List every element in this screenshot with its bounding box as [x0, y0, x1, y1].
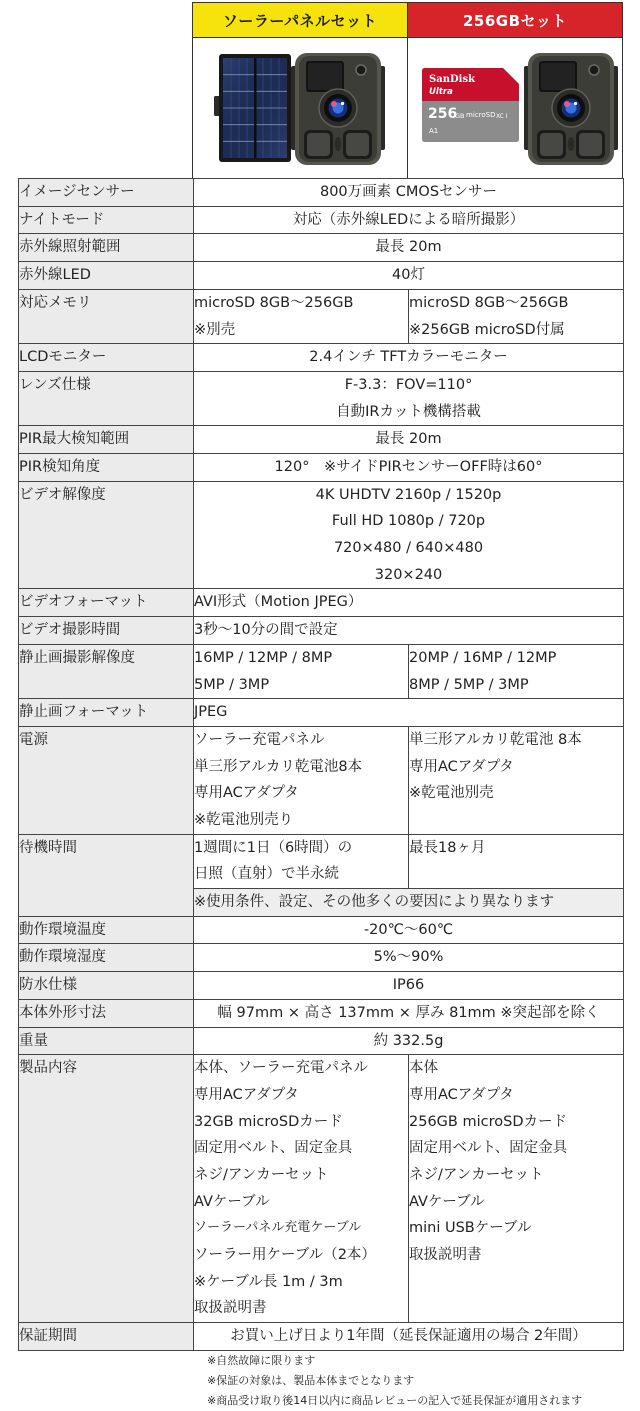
- spec-value: [194, 262, 624, 290]
- spec-value-line: Full HD 1080p / 720p: [331, 513, 486, 530]
- spec-label: 動作環境湿度: [19, 944, 194, 972]
- spec-value-line: 対応（赤外線LEDによる暗所撮影）: [292, 211, 525, 228]
- spec-label: 静止画撮影解像度: [19, 644, 194, 698]
- spec-value: [194, 481, 624, 589]
- spec-row-package-contents: [19, 1055, 624, 1323]
- spec-value-line: 最長18ヶ月: [409, 839, 486, 856]
- package-item: ネジ/アンカーセット: [409, 1166, 544, 1183]
- spec-value-line: 3秒〜10分の間で設定: [194, 622, 338, 639]
- package-item: 専用ACアダプタ: [409, 1086, 514, 1103]
- spec-label: 電源: [19, 726, 194, 834]
- spec-value: [194, 206, 624, 234]
- spec-value: [194, 179, 624, 207]
- spec-label: 静止画フォーマット: [19, 699, 194, 727]
- sd-set-image: [408, 38, 622, 178]
- sd-set-title: 256GBセット: [462, 11, 568, 30]
- spec-label: 赤外線照射範囲: [19, 234, 194, 262]
- sd-card-app-class: A1: [429, 127, 439, 135]
- spec-value: [194, 944, 624, 972]
- sd-set-image-cell: [407, 37, 623, 179]
- spec-label: 待機時間: [19, 834, 194, 916]
- spec-value-line: 4K UHDTV 2160p / 1520p: [315, 486, 502, 503]
- spec-value-line: 120° ※サイドPIRセンサーOFF時は60°: [274, 458, 543, 475]
- package-item: 固定用ベルト、固定金具: [409, 1140, 568, 1157]
- spec-row-ir-led: [19, 262, 624, 290]
- package-item: 32GB microSDカード: [194, 1113, 343, 1130]
- sd-set-value: [409, 834, 624, 888]
- spec-label: 製品内容: [19, 1055, 194, 1323]
- spec-value-line: 40灯: [392, 267, 425, 284]
- package-item: ※ケーブル長 1m / 3m: [194, 1273, 343, 1290]
- trail-camera-icon: [524, 53, 618, 165]
- spec-label: PIR検知角度: [19, 453, 194, 481]
- spec-row-operating-humidity: [19, 944, 624, 972]
- spec-row-waterproof: [19, 972, 624, 1000]
- spec-row-photo-resolution: [19, 644, 624, 698]
- spec-value: [194, 426, 624, 454]
- spec-row-image-sensor: [19, 179, 624, 207]
- spec-row-power: [19, 726, 624, 834]
- package-item: 取扱説明書: [409, 1247, 482, 1264]
- package-item: 本体、ソーラー充電パネル: [194, 1060, 368, 1077]
- solar-set-image-cell: [192, 37, 408, 179]
- spec-note: [194, 889, 624, 917]
- spec-value-line: 専用ACアダプタ: [194, 785, 299, 802]
- spec-label: 保証期間: [19, 1323, 194, 1351]
- spec-row-dimensions: [19, 999, 624, 1027]
- trail-camera-icon: [291, 53, 385, 165]
- spec-value: [194, 999, 624, 1027]
- spec-label: 本体外形寸法: [19, 999, 194, 1027]
- solar-set-title: ソーラーパネルセット: [222, 11, 378, 30]
- solar-set-value: [194, 726, 409, 834]
- spec-value-line: 最長 20m: [375, 239, 442, 256]
- spec-label: PIR最大検知範囲: [19, 426, 194, 454]
- spec-row-video-length: [19, 617, 624, 645]
- spec-value-line: お買い上げ日より1年間（延長保証適用の場合 2年間）: [230, 1328, 587, 1345]
- spec-label: ビデオ撮影時間: [19, 617, 194, 645]
- spec-label: 対応メモリ: [19, 289, 194, 343]
- spec-value-line: 自動IRカット機構搭載: [336, 403, 481, 420]
- spec-value-line: ※256GB microSD付属: [409, 321, 565, 338]
- sd-set-value: [409, 726, 624, 834]
- package-item: 専用ACアダプタ: [194, 1086, 299, 1103]
- sd-card-format: microSD: [466, 111, 496, 119]
- spec-row-weight: [19, 1027, 624, 1055]
- solar-set-value: [194, 289, 409, 343]
- sd-card-capacity-unit: GB: [455, 112, 465, 120]
- spec-table: [18, 178, 624, 1351]
- sd-set-value: [409, 644, 624, 698]
- spec-value: [194, 1323, 624, 1351]
- sd-card-brand: SanDisk: [429, 74, 476, 85]
- package-item: 取扱説明書: [194, 1300, 267, 1317]
- spec-value-line: 8MP / 5MP / 3MP: [409, 676, 529, 693]
- spec-row-night-mode: [19, 206, 624, 234]
- package-item: ソーラーパネル充電ケーブル: [194, 1220, 362, 1236]
- spec-row-lcd: [19, 344, 624, 372]
- spec-value-line: microSD 8GB〜256GB: [409, 294, 569, 311]
- spec-value-line: -20℃〜60℃: [363, 921, 454, 938]
- spec-value-line: 幅 97mm × 高さ 137mm × 厚み 81mm ※突起部を除く: [217, 1004, 600, 1021]
- spec-label: 赤外線LED: [19, 262, 194, 290]
- spec-value: [194, 344, 624, 372]
- spec-value-line: 320×240: [374, 566, 443, 583]
- package-item: 256GB microSDカード: [409, 1113, 567, 1130]
- spec-label: イメージセンサー: [19, 179, 194, 207]
- spec-label: 防水仕様: [19, 972, 194, 1000]
- footnote: ※保証の対象は、製品本体までとなります: [207, 1374, 415, 1387]
- spec-value-line: 5MP / 3MP: [194, 676, 270, 693]
- spec-value: [194, 589, 624, 617]
- sd-card-capacity: 256: [428, 106, 458, 122]
- spec-row-photo-format: [19, 699, 624, 727]
- package-item: AVケーブル: [409, 1193, 485, 1210]
- spec-value-line: 1週間に1日（6時間）の: [194, 839, 353, 856]
- spec-value-line: ※別売: [194, 321, 236, 338]
- package-item: ソーラー用ケーブル（2本）: [194, 1247, 376, 1264]
- spec-value-line: 16MP / 12MP / 8MP: [194, 649, 333, 666]
- sd-set-value: [409, 289, 624, 343]
- spec-value-line: 最長 20m: [375, 431, 442, 448]
- spec-value: [194, 453, 624, 481]
- spec-value-line: ソーラー充電パネル: [194, 731, 325, 748]
- spec-label: 動作環境温度: [19, 916, 194, 944]
- solar-set-value: [194, 644, 409, 698]
- spec-value: [194, 916, 624, 944]
- spec-row-lens: [19, 371, 624, 425]
- spec-value-line: 専用ACアダプタ: [409, 758, 514, 775]
- spec-value-line: 720×480 / 640×480: [333, 540, 484, 557]
- spec-row-video-resolution: [19, 481, 624, 589]
- spec-value-line: IP66: [392, 977, 425, 994]
- spec-value: [194, 617, 624, 645]
- package-item: mini USBケーブル: [409, 1220, 532, 1237]
- footnote: ※自然故障に限ります: [207, 1354, 316, 1367]
- solar-panel-icon: [214, 54, 291, 162]
- sd-card-series: Ultra: [429, 87, 453, 97]
- sd-card-speed-class: XC I: [496, 113, 508, 120]
- spec-value: [194, 1027, 624, 1055]
- solar-set-value: [194, 834, 409, 888]
- spec-row-standby: [19, 834, 624, 888]
- package-item: 固定用ベルト、固定金具: [194, 1140, 353, 1157]
- spec-label: レンズ仕様: [19, 371, 194, 425]
- footnotes: [207, 1351, 582, 1411]
- spec-value-line: JPEG: [194, 704, 228, 721]
- solar-set-value: [194, 1055, 409, 1323]
- spec-value-line: 2.4インチ TFTカラーモニター: [309, 349, 508, 366]
- spec-row-ir-range: [19, 234, 624, 262]
- microsd-card-icon: [422, 68, 519, 142]
- solar-set-image: [193, 38, 407, 178]
- package-item: ネジ/アンカーセット: [194, 1166, 329, 1183]
- spec-row-pir-range: [19, 426, 624, 454]
- spec-value-line: 単三形アルカリ乾電池 8本: [409, 731, 582, 748]
- spec-value-line: 5%〜90%: [373, 949, 444, 966]
- spec-value: [194, 234, 624, 262]
- spec-note-line: ※使用条件、設定、その他多くの要因により異なります: [194, 894, 555, 911]
- sd-set-value: [409, 1055, 624, 1323]
- spec-value-line: ※乾電池別売り: [194, 811, 294, 828]
- spec-label: ビデオフォーマット: [19, 589, 194, 617]
- sd-set-header: [407, 2, 623, 38]
- spec-label: ビデオ解像度: [19, 481, 194, 589]
- spec-value-line: 約 332.5g: [373, 1032, 444, 1049]
- spec-value-line: 日照（直射）で半永続: [194, 866, 339, 883]
- spec-value: [194, 972, 624, 1000]
- spec-value-line: F-3.3：FOV=110°: [344, 376, 473, 393]
- spec-value: [194, 699, 624, 727]
- spec-value-line: AVI形式（Motion JPEG）: [194, 594, 363, 611]
- spec-row-memory: [19, 289, 624, 343]
- footnote: ※商品受け取り後14日以内に商品レビューの記入で延長保証が適用されます: [207, 1394, 583, 1407]
- spec-row-warranty: [19, 1323, 624, 1351]
- package-item: 本体: [409, 1060, 438, 1077]
- spec-label: LCDモニター: [19, 344, 194, 372]
- spec-value-line: microSD 8GB〜256GB: [194, 294, 354, 311]
- spec-row-pir-angle: [19, 453, 624, 481]
- solar-set-header: [192, 2, 408, 38]
- spec-value-line: 20MP / 16MP / 12MP: [409, 649, 557, 666]
- package-item: AVケーブル: [194, 1193, 270, 1210]
- spec-value-line: ※乾電池別売: [409, 785, 494, 802]
- spec-value-line: 800万画素 CMOSセンサー: [319, 184, 498, 200]
- spec-label: ナイトモード: [19, 206, 194, 234]
- spec-row-operating-temperature: [19, 916, 624, 944]
- spec-value-line: 単三形アルカリ乾電池8本: [194, 758, 363, 775]
- spec-row-video-format: [19, 589, 624, 617]
- spec-label: 重量: [19, 1027, 194, 1055]
- spec-value: [194, 371, 624, 425]
